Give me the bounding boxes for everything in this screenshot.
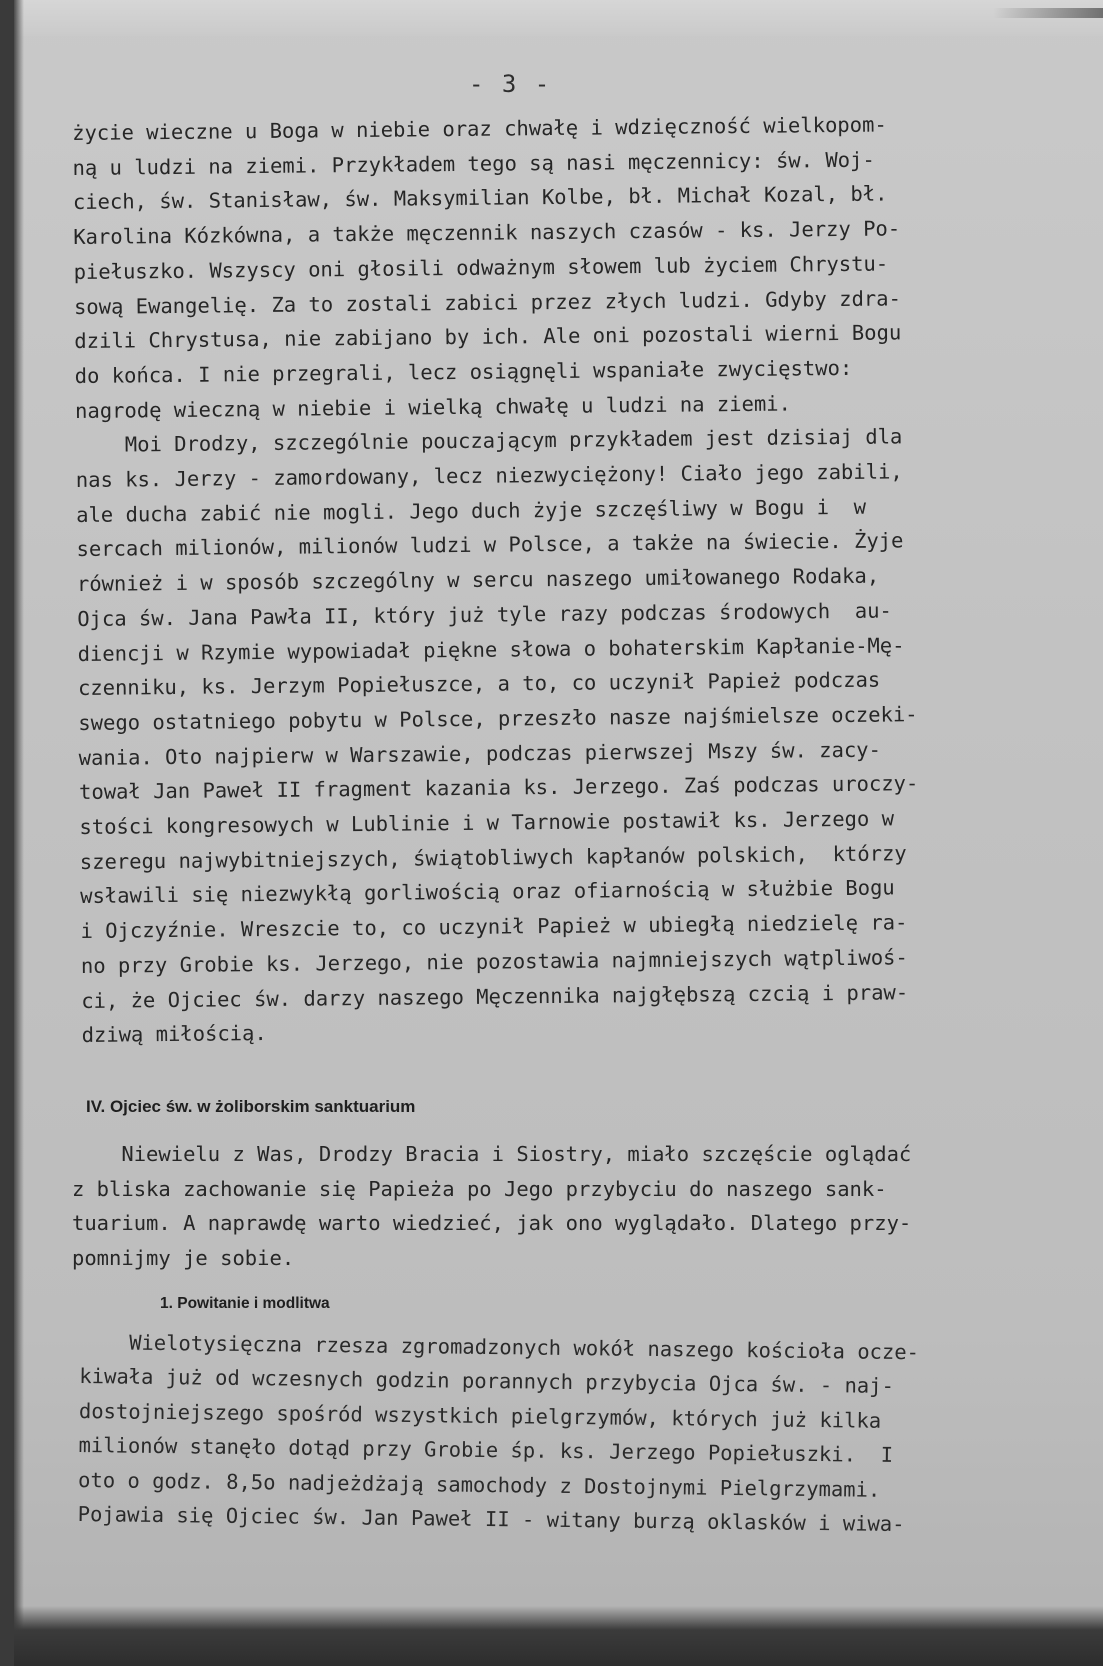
subsection-text-line: oto o godz. 8,5o nadjeżdżają samochody z Dostojnymi Pielgrzymami. — [77, 1467, 881, 1502]
text-line: dziwą miłością. — [81, 1021, 267, 1048]
text-line: ci, że Ojciec św. darzy naszego Męczennika najgłębszą czcią i praw- — [81, 979, 909, 1013]
text-line: Karolina Kózkówna, a także męczennik naszych czasów - ks. Jerzy Po- — [73, 216, 901, 250]
text-line: ną u ludzi na ziemi. Przykładem tego są nasi męczennicy: św. Woj- — [72, 147, 875, 180]
section-text-line: Niewielu z Was, Drodzy Bracia i Siostry, miało szczęście oglądać — [72, 1142, 912, 1166]
subsection-text-line: kiwała już od wczesnych godzin porannych przybycia Ojca św. - naj- — [79, 1364, 895, 1399]
text-line: i Ojczyźnie. Wreszcie to, co uczynił Papież w ubiegłą niedzielę ra- — [80, 910, 908, 944]
text-line: Ojca św. Jana Pawła II, który już tyle razy podczas środowych au- — [77, 598, 892, 631]
page-left-shadow — [14, 0, 24, 1666]
text-line: no przy Grobie ks. Jerzego, nie pozostawia najmniejszych wątpliwoś- — [80, 945, 908, 978]
subsection-text-line: Pojawia się Ojciec św. Jan Paweł II - witany burzą oklasków i wiwa- — [77, 1502, 905, 1537]
main-text-block — [72, 106, 1047, 1053]
subsection-text-block — [77, 1325, 1044, 1543]
text-line: nagrodę wieczną w niebie i wielką chwałę u ludzi na ziemi. — [74, 391, 792, 423]
page-bottom-shadow — [14, 1606, 1103, 1666]
text-line: szeregu najwybitniejszych, świątobliwych kapłanów polskich, którzy — [79, 841, 907, 874]
text-line: ciech, św. Stanisław, św. Maksymilian Kolbe, bł. Michał Kozal, bł. — [72, 181, 888, 215]
text-line: sową Ewangelię. Za to zostali zabici przez złych ludzi. Gdyby zdra- — [73, 285, 901, 319]
section-text-line: pomnijmy je sobie. — [72, 1245, 295, 1270]
text-line: wsławili się niezwykłą gorliwością oraz ofiarnością w służbie Bogu — [80, 875, 895, 909]
subsection-heading: 1. Powitanie i modlitwa — [160, 1295, 330, 1312]
text-line: Moi Drodzy, szczególnie pouczającym przykładem jest dzisiaj dla — [75, 424, 903, 458]
text-line: tował Jan Paweł II fragment kazania ks. Jerzego. Zaś podczas uroczy- — [78, 771, 919, 805]
text-line: dzili Chrystusa, nie zabijano by ich. Ale oni pozostali wierni Bogu — [74, 320, 902, 354]
text-line: również i w sposób szczególny w sercu naszego umiłowanego Rodaka, — [76, 563, 880, 597]
text-line: swego ostatniego pobytu w Polsce, przeszło nasze najśmielsze oczeki- — [78, 702, 918, 735]
page-top-edge — [14, 0, 1103, 36]
subsection-text-line: dostojniejszego spośród wszystkich pielgrzymów, których już kilka — [78, 1398, 882, 1433]
text-line: nas ks. Jerzy - zamordowany, lecz niezwyciężony! Ciało jego zabili, — [75, 459, 903, 493]
text-line: czenniku, ks. Jerzym Popiełuszce, a to, co uczynił Papież podczas — [77, 667, 881, 701]
text-line: sercach milionów, milionów ludzi w Polsce, a także na świecie. Żyje — [76, 528, 904, 562]
text-line: ale ducha zabić nie mogli. Jego duch żyje szczęśliwy w Bogu i w — [76, 494, 867, 527]
page-corner-shadow — [993, 8, 1103, 18]
document-page — [14, 0, 1103, 1666]
subsection-text-line: Wielotysięczna rzesza zgromadzonych wokół naszego kościoła ocze- — [79, 1329, 920, 1365]
text-line: piełuszko. Wszyscy oni głosili odważnym słowem lub życiem Chrystu- — [73, 251, 889, 284]
text-line: stości kongresowych w Lublinie i w Tarnowie postawił ks. Jerzego w — [79, 806, 895, 840]
text-line: życie wieczne u Boga w niebie oraz chwałę i wdzięczność wielkopom- — [72, 112, 887, 145]
section-text-line: tuarium. A naprawdę warto wiedzieć, jak ono wyglądało. Dlatego przy- — [72, 1211, 912, 1236]
section-heading: IV. Ojciec św. w żoliborskim sanktuarium — [86, 1097, 416, 1116]
text-line: wania. Oto najpierw w Warszawie, podczas pierwszej Mszy św. zacy- — [78, 737, 882, 770]
subsection-text-line: milionów stanęło dotąd przy Grobie śp. ks. Jerzego Popiełuszki. I — [78, 1433, 894, 1468]
section-text-line: z bliska zachowanie się Papieża po Jego przybyciu do naszego sank- — [72, 1176, 887, 1201]
text-line: do końca. I nie przegrali, lecz osiągnęli wspaniałe zwycięstwo: — [74, 355, 853, 388]
page-number: - 3 - — [469, 70, 552, 98]
section-text-block — [72, 1137, 1037, 1275]
text-line: diencji w Rzymie wypowiadał piękne słowa o bohaterskim Kapłanie-Mę- — [77, 632, 905, 666]
